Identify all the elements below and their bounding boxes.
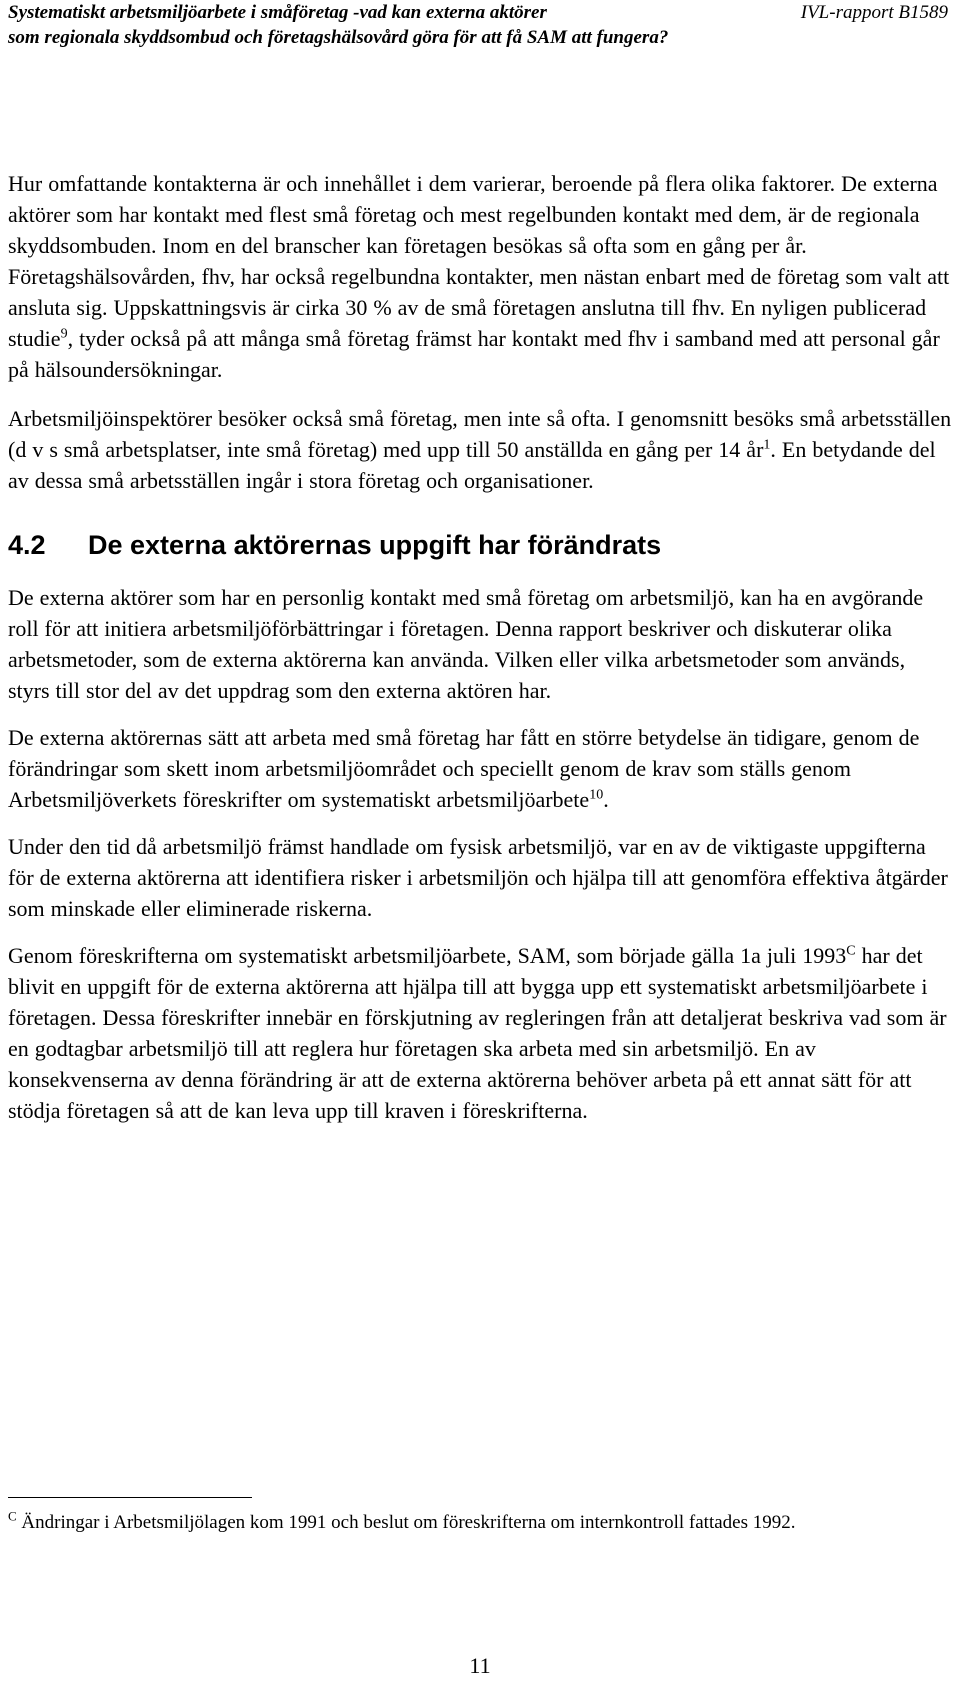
paragraph-text: Genom föreskrifterna om systematiskt arbetsmiljöarbete, SAM, som började gälla 1a juli 1993 xyxy=(8,943,847,968)
paragraph-contacts xyxy=(8,168,952,385)
paragraph-text: . En betydande del av dessa små arbetsställen ingår i stora företag och organisationer. xyxy=(8,437,936,493)
header-report-id: IVL-rapport B1589 xyxy=(800,2,948,23)
paragraph-text: Arbetsmiljöinspektörer besöker också små företag, men inte så ofta. I genomsnitt besöks små arbetsställen (d v s små arbetsplatser, inte små företag) med upp till 50 anställda en gång per 14 år xyxy=(8,406,952,462)
footnote-marker: C xyxy=(8,1508,17,1524)
footnote-reference: C xyxy=(846,943,856,959)
footnote-reference: 10 xyxy=(589,787,604,803)
header-subtitle: som regionala skyddsombud och företagshälsovård göra för att få SAM att fungera? xyxy=(8,27,669,48)
paragraph-text: Hur omfattande kontakterna är och innehållet i dem varierar, beroende på flera olika faktorer. De externa aktörer som har kontakt med flest små företag och mest regelbunden kontakt med dem, är de regionala skyddsombuden. Inom en del branscher kan företagen besökas så ofta som en gång per år. Företagshälsovården, fhv, har också regelbundna kontakter, men nästan enbart med de företag som valt att ansluta sig. Uppskattningsvis är cirka 30 % av de små företagen anslutna till fhv. En nyligen publicerad studie xyxy=(8,171,950,351)
paragraph-methods xyxy=(8,722,952,815)
footnote-text: Ändringar i Arbetsmiljölagen kom 1991 och beslut om föreskrifterna om internkontroll fattades 1992. xyxy=(21,1512,796,1533)
section-heading xyxy=(8,528,952,562)
header-title: Systematiskt arbetsmiljöarbete i småföretag -vad kan externa aktörer xyxy=(8,2,547,23)
footnote-separator xyxy=(8,1497,252,1498)
paragraph-text: De externa aktörernas sätt att arbeta med små företag har fått en större betydelse än tidigare, genom de förändringar som skett inom arbetsmiljöområdet och speciellt genom de krav som ställs genom Arbetsmiljöverkets föreskrifter om systematiskt arbetsmiljöarbete xyxy=(8,725,920,812)
section-title: De externa aktörernas uppgift har förändrats xyxy=(88,530,662,560)
paragraph-text: . xyxy=(603,787,609,812)
paragraph-text: , tyder också på att många små företag främst har kontakt med fhv i samband med att personal går på hälsoundersökningar. xyxy=(8,326,940,382)
footnote xyxy=(8,1510,796,1536)
footnote-reference: 1 xyxy=(763,437,771,453)
page-number: 11 xyxy=(469,1653,491,1678)
paragraph-role: De externa aktörer som har en personlig kontakt med små företag om arbetsmiljö, kan ha en avgörande roll för att initiera arbetsmiljöförbättringar i företagen. Denna rapport beskriver och diskuterar olika arbetsmetoder, som de externa aktörerna kan använda. Vilken eller vilka arbetsmetoder som används, styrs till stor del av det uppdrag som den externa aktören har. xyxy=(8,585,924,703)
paragraph-regulations xyxy=(8,940,952,1126)
body-content xyxy=(8,168,952,1142)
paragraph-inspectors xyxy=(8,403,952,496)
footnote-reference: 9 xyxy=(60,326,68,342)
paragraph-text: har det blivit en uppgift för de externa aktörerna att hjälpa till att bygga upp ett systematiskt arbetsmiljöarbete i företagen. Dessa föreskrifter innebär en förskjutning av regleringen från att detaljerat beskriva vad som är en godtagbar arbetsmiljö till att reglera hur företagen ska arbeta med sin arbetsmiljö. En av konsekvenserna av denna förändring är att de externa aktörerna behöver arbeta på ett annat sätt för att stödja företagen så att de kan leva upp till kraven i föreskrifterna. xyxy=(8,943,947,1123)
section-number: 4.2 xyxy=(8,530,46,560)
paragraph-history: Under den tid då arbetsmiljö främst handlade om fysisk arbetsmiljö, var en av de viktigaste uppgifterna för de externa aktörerna att identifiera risker i arbetsmiljön och hjälpa till att genomföra effektiva åtgärder som minskade eller eliminerade riskerna. xyxy=(8,834,948,921)
